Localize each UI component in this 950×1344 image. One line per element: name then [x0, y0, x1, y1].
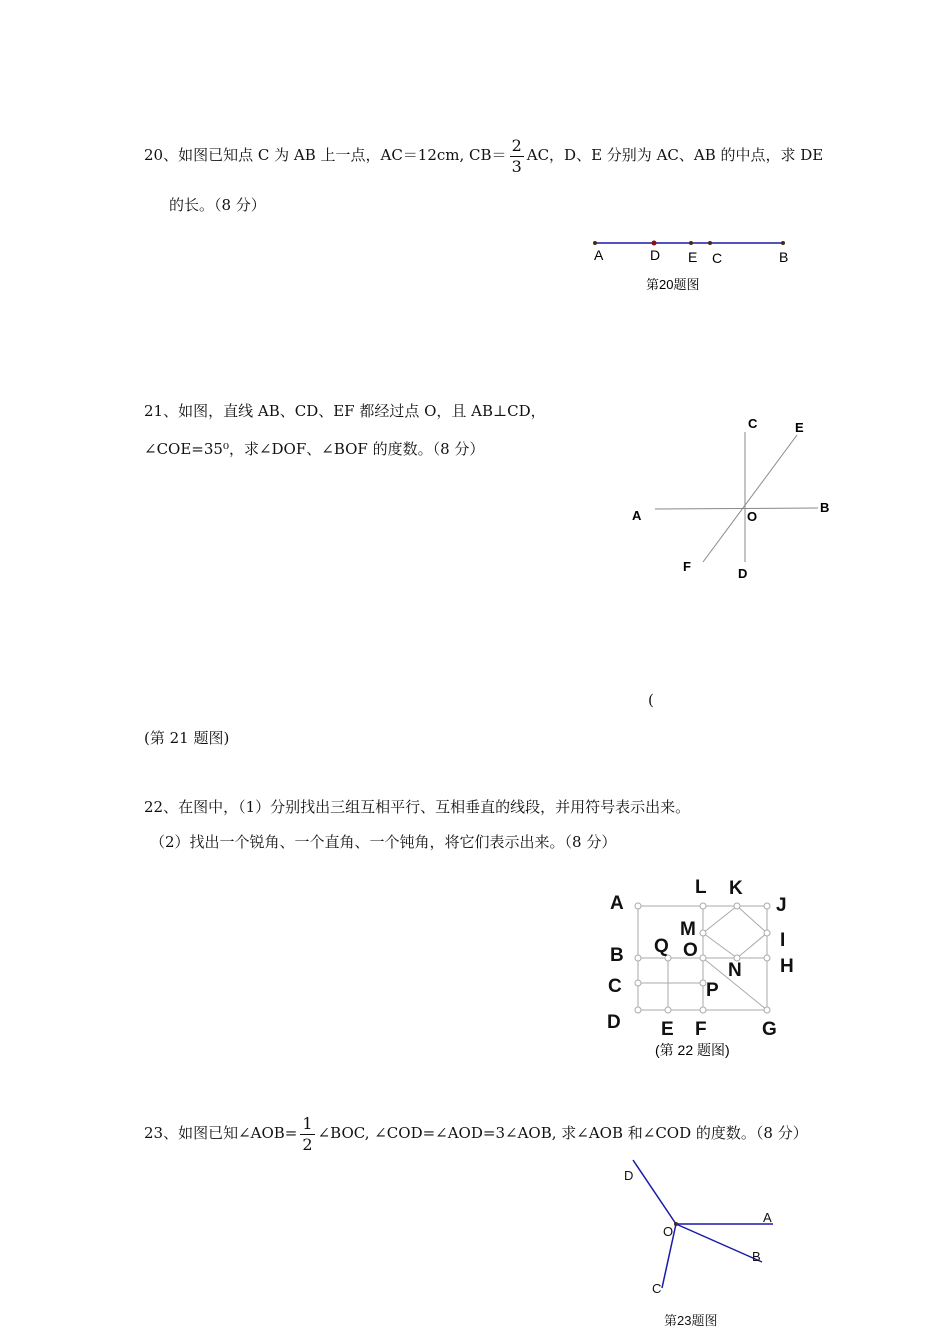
q22-label-n: N	[728, 960, 742, 981]
q23-ray-ob	[676, 1224, 762, 1262]
q21-label-f: F	[683, 559, 691, 574]
q22-label-q: Q	[654, 936, 669, 957]
q22-label-b: B	[610, 945, 624, 966]
q22-label-d: D	[607, 1012, 621, 1033]
q23-label-c: C	[652, 1281, 662, 1296]
q21-line2: ∠COE=35⁰，求∠DOF、∠BOF 的度数。（8 分）	[144, 440, 485, 458]
q23-label-d: D	[624, 1168, 634, 1183]
q21-label-d: D	[738, 566, 748, 581]
q21-line1: 21、如图，直线 AB、CD、EF 都经过点 O，且 AB⊥CD，	[144, 402, 546, 420]
q22-label-g: G	[762, 1019, 777, 1040]
q22-caption: (第 22 题图)	[655, 1042, 730, 1058]
q20-label-d: D	[650, 247, 661, 263]
q20-frac-num: 2	[511, 135, 522, 155]
q22-line1: 22、在图中，（1）分别找出三组互相平行、互相垂直的线段，并用符号表示出来。	[144, 798, 691, 816]
q22-label-k: K	[729, 878, 743, 899]
q20-label-b: B	[779, 249, 789, 265]
q22-label-a: A	[610, 893, 624, 914]
q23-ray-od	[633, 1160, 676, 1224]
q23-text-a: 23、如图已知∠AOB=	[144, 1124, 298, 1142]
q20-caption: 第20题图	[646, 277, 700, 292]
q23-point-o	[674, 1222, 678, 1226]
q23-label-a: A	[763, 1210, 772, 1225]
q21-label-o: O	[747, 509, 758, 524]
q23-frac-den: 2	[302, 1134, 313, 1154]
q23-caption: 第23题图	[664, 1313, 718, 1328]
q20-label-e: E	[688, 249, 698, 265]
q22-line2: （2）找出一个锐角、一个直角、一个钝角，将它们表示出来。（8 分）	[150, 833, 617, 851]
q20-label-c: C	[712, 250, 723, 266]
q22-label-h: H	[780, 956, 794, 977]
q20-label-a: A	[594, 247, 604, 263]
q20-text-a: 20、如图已知点 C 为 AB 上一点，AC＝12cm, CB＝	[144, 146, 507, 164]
q22-label-e: E	[661, 1019, 674, 1040]
q22-label-l: L	[695, 877, 707, 898]
q23-label-b: B	[752, 1249, 761, 1264]
q20-line2: 的长。（8 分）	[169, 196, 266, 214]
q22-label-m: M	[680, 919, 696, 940]
q22-label-j: J	[776, 895, 787, 916]
q21-paren: (	[648, 691, 654, 709]
q23-frac-num: 1	[302, 1113, 313, 1133]
q22-label-f: F	[695, 1019, 707, 1040]
q23-label-o: O	[663, 1224, 674, 1239]
q22-label-p: P	[706, 980, 719, 1001]
q21-label-c: C	[748, 416, 758, 431]
q21-label-b: B	[820, 500, 830, 515]
q22-label-c: C	[608, 976, 622, 997]
q22-label-i: I	[780, 930, 786, 951]
q23-text-b: ∠BOC, ∠COD=∠AOD=3∠AOB, 求∠AOB 和∠COD 的度数。（8 分）	[317, 1124, 808, 1142]
q20-text-b: AC，D、E 分别为 AC、AB 的中点，求 DE	[526, 146, 824, 164]
q21-caption: (第 21 题图)	[144, 729, 230, 747]
q21-label-a: A	[632, 508, 642, 523]
q21-label-e: E	[795, 420, 804, 435]
q22-label-o: O	[683, 940, 698, 961]
q20-frac-den: 3	[511, 156, 522, 176]
